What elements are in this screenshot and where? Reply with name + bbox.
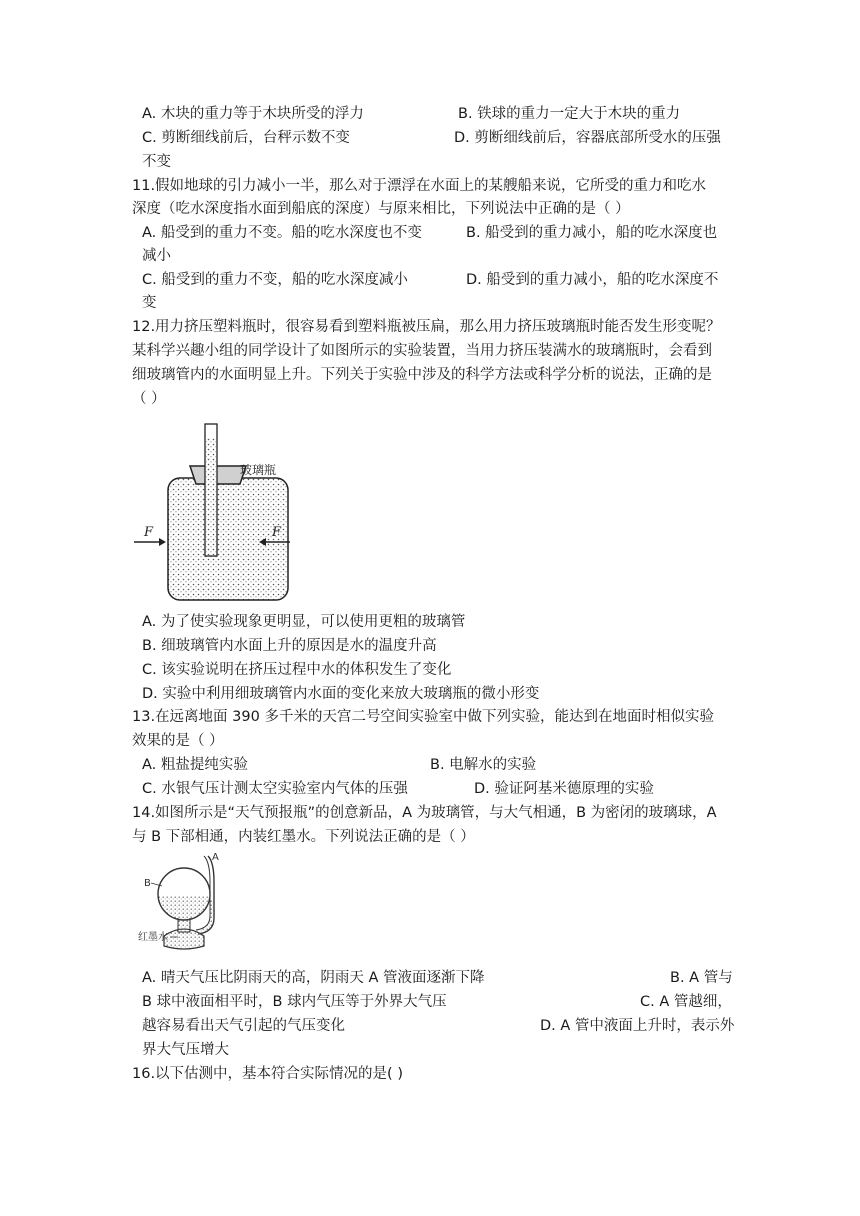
- q11-stem-line2: 深度（吃水深度指水面到船底的深度）与原来相比，下列说法中正确的是（ ）: [132, 201, 630, 217]
- tube-water: [206, 438, 216, 555]
- q16-stem: 16.以下估测中，基本符合实际情况的是( ): [132, 1066, 403, 1082]
- q12-option-d: D. 实验中利用细玻璃管内水面的变化来放大玻璃瓶的微小形变: [142, 686, 540, 702]
- q14-option-a: A. 晴天气压比阴雨天的高，阴雨天 A 管液面逐渐下降: [142, 970, 485, 986]
- q11-stem-line1: 11.假如地球的引力减小一半，那么对于漂浮在水面上的某艘船来说，它所受的重力和吃水: [132, 178, 707, 194]
- label-a: A: [212, 852, 219, 863]
- q14-stem-line1: 14.如图所示是“天气预报瓶”的创意新品，A 为玻璃管，与大气相通，B 为密闭的玻璃球，A: [132, 805, 717, 821]
- q10-option-b: B. 铁球的重力一定大于木块的重力: [458, 106, 681, 122]
- q13-stem-line2: 效果的是（ ）: [132, 733, 224, 749]
- q13-option-a: A. 粗盐提纯实验: [142, 757, 248, 773]
- q13-option-b: B. 电解水的实验: [430, 757, 537, 773]
- q10-option-a: A. 木块的重力等于木块所受的浮力: [142, 106, 364, 122]
- q13-option-c: C. 水银气压计测太空实验室内气体的压强: [142, 781, 408, 797]
- q14-stem-line2: 与 B 下部相通，内装红墨水。下列说法正确的是（ ）: [132, 829, 475, 845]
- q12-stem-line4: （ ）: [132, 391, 166, 407]
- bottle-body: [168, 478, 288, 600]
- label-red-ink: 红墨水: [138, 932, 168, 943]
- q14-option-c-cont: 越容易看出天气引起的气压变化: [142, 1018, 345, 1034]
- force-label-right: F: [272, 525, 282, 540]
- figure-label-glass-bottle: 玻璃瓶: [240, 463, 277, 477]
- glass-bottle-figure: [132, 418, 292, 604]
- q12-stem-line1: 12.用力挤压塑料瓶时，很容易看到塑料瓶被压扁，那么用力挤压玻璃瓶时能否发生形变呢？: [132, 319, 721, 335]
- q11-option-a: A. 船受到的重力不变。船的吃水深度也不变: [142, 225, 422, 241]
- q10-option-d: D. 剪断细线前后，容器底部所受水的压强: [454, 130, 721, 146]
- q14-option-c: C. A 管越细，: [640, 994, 732, 1010]
- bottle-stopper: [190, 466, 246, 484]
- q12-option-c: C. 该实验说明在挤压过程中水的体积发生了变化: [142, 662, 452, 678]
- q14-option-d: D. A 管中液面上升时，表示外: [540, 1018, 735, 1034]
- q12-option-b: B. 细玻璃管内水面上升的原因是水的温度升高: [142, 638, 437, 654]
- q10-option-c: C. 剪断细线前后，台秤示数不变: [142, 130, 350, 146]
- q11-option-c: C. 船受到的重力不变，船的吃水深度减小: [142, 272, 408, 288]
- q10-option-d-cont: 不变: [142, 154, 171, 170]
- q11-option-b: B. 船受到的重力减小，船的吃水深度也: [466, 225, 718, 241]
- q14-option-b-cont: B 球中液面相平时，B 球内气压等于外界大气压: [142, 994, 447, 1010]
- weather-bottle-figure: [138, 852, 248, 956]
- q11-option-d: D. 船受到的重力减小，船的吃水深度不: [466, 272, 719, 288]
- q13-option-d: D. 验证阿基米德原理的实验: [474, 781, 654, 797]
- q13-stem-line1: 13.在远离地面 390 多千米的天宫二号空间实验室中做下列实验，能达到在地面时相似实验: [132, 709, 714, 725]
- q11-option-b-cont: 减小: [142, 248, 171, 264]
- label-b: B: [144, 878, 151, 889]
- q12-option-a: A. 为了使实验现象更明显，可以使用更粗的玻璃管: [142, 614, 466, 630]
- force-label-left: F: [144, 525, 154, 540]
- q14-option-b: B. A 管与: [670, 970, 733, 986]
- q11-option-d-cont: 变: [142, 295, 157, 311]
- q14-option-d-cont: 界大气压增大: [142, 1042, 229, 1058]
- q12-stem-line2: 某科学兴趣小组的同学设计了如图所示的实验装置，当用力挤压装满水的玻璃瓶时，会看到: [132, 343, 712, 359]
- q12-stem-line3: 细玻璃管内的水面明显上升。下列关于实验中涉及的科学方法或科学分析的说法，正确的是: [132, 367, 712, 383]
